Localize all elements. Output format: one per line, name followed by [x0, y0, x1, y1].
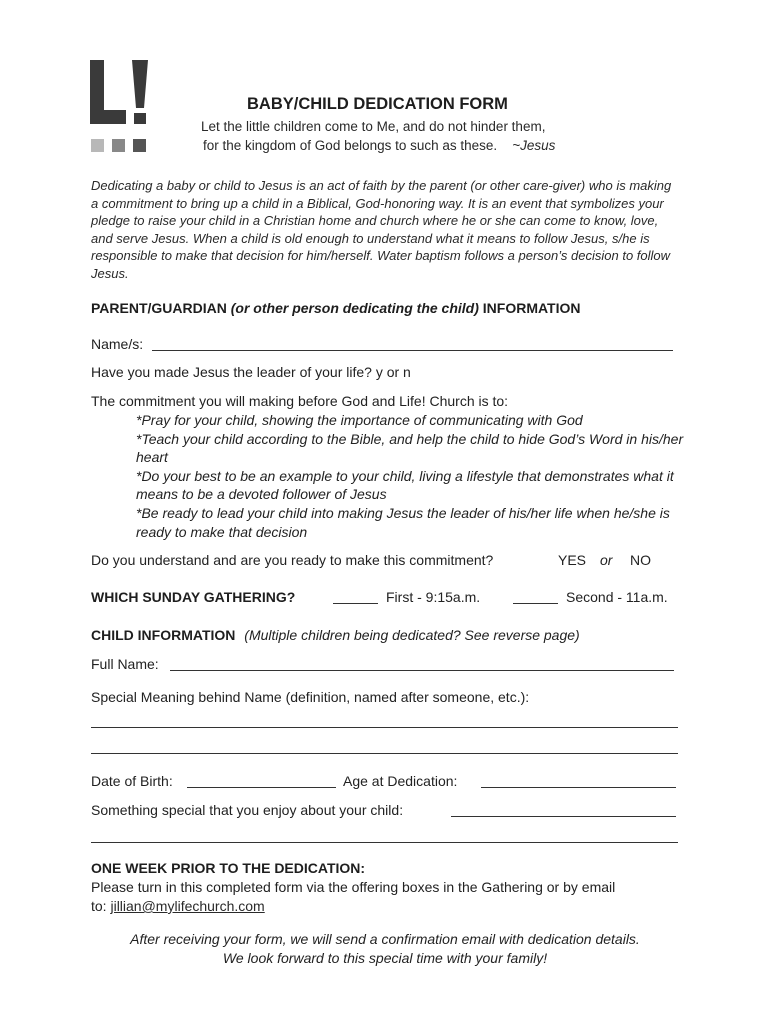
child-section-heading: CHILD INFORMATION (Multiple children being dedicated? See reverse page)	[91, 627, 580, 643]
age-field[interactable]	[481, 787, 676, 788]
dob-label: Date of Birth:	[91, 773, 173, 789]
verse-ref: ~Jesus	[512, 138, 556, 153]
full-name-label: Full Name:	[91, 656, 159, 672]
prior-heading: ONE WEEK PRIOR TO THE DEDICATION:	[91, 860, 366, 876]
first-gathering-label: First - 9:15a.m.	[386, 589, 481, 605]
dob-field[interactable]	[187, 787, 336, 788]
special-label: Something special that you enjoy about your child:	[91, 802, 404, 818]
verse-line-1: Let the little children come to Me, and do not hinder them,	[201, 119, 546, 134]
or-text: or	[600, 552, 613, 568]
logo-square-light	[91, 139, 104, 152]
list-item: *Be ready to lead your child into making Jesus the leader of his/her life when he/she is ready to make that decision	[136, 504, 670, 540]
full-name-field[interactable]	[170, 670, 674, 671]
commitment-list	[136, 411, 696, 541]
second-gathering-blank[interactable]	[513, 603, 558, 604]
prior-email-line: to: jillian@mylifechurch.com	[91, 898, 265, 914]
list-item: *Teach your child according to the Bible, and help the child to hide God’s Word in his/her heart	[136, 430, 684, 466]
page-title: BABY/CHILD DEDICATION FORM	[247, 95, 508, 113]
names-field[interactable]	[152, 350, 673, 351]
child-note: (Multiple children being dedicated? See reverse page)	[244, 627, 580, 643]
gathering-heading: WHICH SUNDAY GATHERING?	[91, 589, 296, 605]
verse-line-2: for the kingdom of God belongs to such as these. ~Jesus	[203, 138, 556, 153]
commitment-intro: The commitment you will making before God and Life! Church is to:	[91, 393, 509, 409]
second-gathering-label: Second - 11a.m.	[566, 589, 668, 605]
special-field[interactable]	[451, 816, 676, 817]
age-label: Age at Dedication:	[343, 773, 458, 789]
closing-line-2: We look forward to this special time with your family!	[222, 950, 548, 966]
understand-question: Do you understand and are you ready to make this commitment?	[91, 552, 494, 568]
prior-text: Please turn in this completed form via the offering boxes in the Gathering or by email	[91, 879, 616, 895]
intro-paragraph: Dedicating a baby or child to Jesus is an act of faith by the parent (or other care-giver) who is making a commitment to bring up a child in a Biblical, God-honoring way. It is an event that symbolizes your pledge to raise your child in a Christian home and church where he or she can come to know, love, and serve Jesus. When a child is old enough to understand what it means to follow Jesus, s/he is responsible to make that decision for him/herself. Water baptism follows a person’s decision to follow Jesus.	[91, 178, 672, 281]
parent-section-heading: PARENT/GUARDIAN (or other person dedicating the child) INFORMATION	[91, 300, 581, 316]
no-option[interactable]: NO	[630, 552, 651, 568]
email-link[interactable]: jillian@mylifechurch.com	[110, 898, 265, 914]
leader-question: Have you made Jesus the leader of your life? y or n	[91, 364, 411, 380]
meaning-field-line-1[interactable]	[91, 727, 678, 728]
yes-option[interactable]: YES	[558, 552, 587, 568]
special-field-line-2[interactable]	[91, 842, 678, 843]
meaning-field-line-2[interactable]	[91, 753, 678, 754]
meaning-label: Special Meaning behind Name (definition, named after someone, etc.):	[91, 689, 530, 705]
list-item: *Do your best to be an example to your child, living a lifestyle that demonstrates what it means to be a devoted follower of Jesus	[136, 467, 674, 503]
logo-square-mid	[112, 139, 125, 152]
closing-line-1: After receiving your form, we will send a confirmation email with dedication details.	[130, 931, 640, 947]
first-gathering-blank[interactable]	[333, 603, 378, 604]
logo-square-dark	[133, 139, 146, 152]
names-label: Name/s:	[91, 336, 144, 352]
list-item: *Pray for your child, showing the importance of communicating with God	[136, 412, 583, 428]
